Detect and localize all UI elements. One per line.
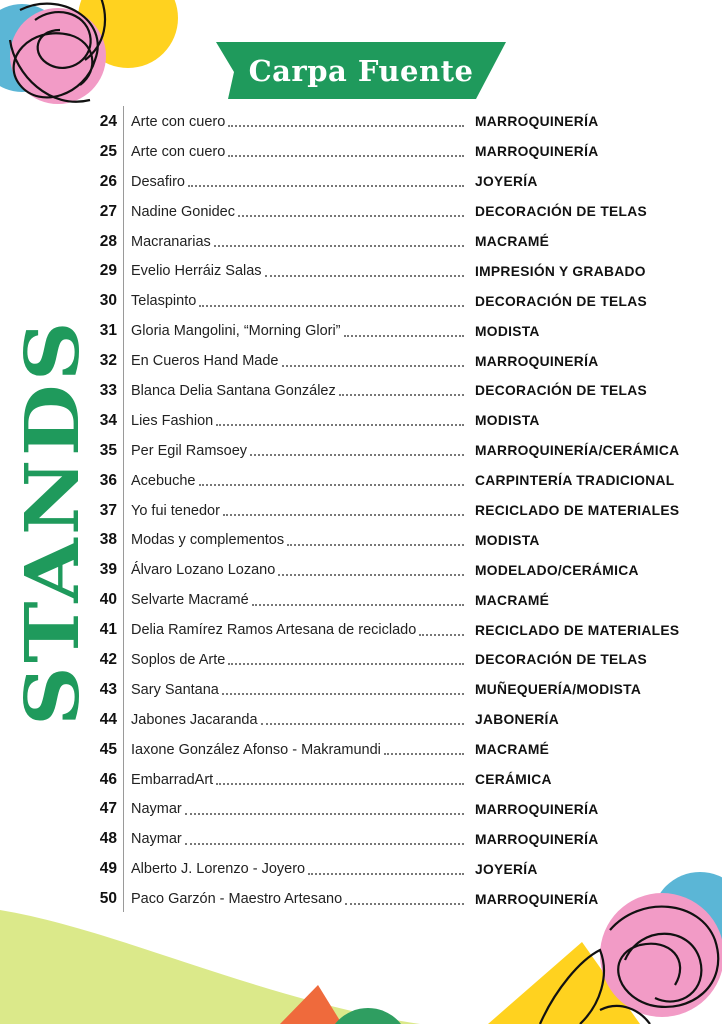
stand-number: 46 [99,770,117,788]
stand-name: Arte con cuero [131,144,228,160]
stand-name: Gloria Mangolini, “Morning Glori” [131,323,344,339]
stand-category: IMPRESIÓN Y GRABADO [475,263,646,279]
stand-number: 27 [99,202,117,220]
stand-name-wrap [131,532,464,548]
stand-category: MACRAMÉ [475,742,550,758]
stand-number: 26 [99,172,117,190]
stand-row [60,107,722,137]
stand-name: Arte con cuero [131,114,228,130]
stand-number: 25 [99,142,117,160]
stand-row [60,645,722,675]
stand-number: 49 [99,860,117,878]
stand-category: RECICLADO DE MATERIALES [475,503,680,519]
stand-category: MODISTA [475,532,540,548]
dot-leader [228,124,464,127]
stand-row [60,765,722,795]
stand-row [60,675,722,705]
header-banner [216,42,506,99]
stand-name-wrap [131,801,464,817]
stand-number: 30 [99,292,117,310]
stand-category: MARROQUINERÍA [475,144,599,160]
stand-category: MARROQUINERÍA [475,801,599,817]
stand-name: Alberto J. Lorenzo - Joyero [131,861,308,877]
dot-leader [199,304,464,307]
dot-leader [238,214,464,217]
stand-name-wrap [131,443,464,459]
page-title: Carpa Fuente [248,53,474,88]
stand-row [60,555,722,585]
stand-name-wrap [131,204,464,220]
stand-category: DECORACIÓN DE TELAS [475,204,648,220]
stand-name: Nadine Gonidec [131,204,238,220]
stand-name: Evelio Herráiz Salas [131,263,265,279]
dot-leader [419,633,464,636]
stand-row [60,406,722,436]
stand-row [60,585,722,615]
stand-number: 33 [99,381,117,399]
stand-name-wrap [131,831,464,847]
stand-number: 47 [99,800,117,818]
stand-name: EmbarradArt [131,772,216,788]
stand-category: JABONERÍA [475,712,559,728]
stand-name: Sary Santana [131,682,222,698]
stand-number: 42 [99,650,117,668]
stand-row [60,735,722,765]
stand-row [60,884,722,914]
stand-name-wrap [131,353,464,369]
stand-row [60,525,722,555]
stand-name: Álvaro Lozano Lozano [131,562,278,578]
stand-number: 39 [99,561,117,579]
dot-leader [308,872,464,875]
stand-name: Lies Fashion [131,413,216,429]
stand-name: Paco Garzón - Maestro Artesano [131,891,345,907]
stand-name: Soplos de Arte [131,652,228,668]
dot-leader [223,513,464,516]
dot-leader [278,573,464,576]
stand-name: Naymar [131,831,185,847]
stand-name: Selvarte Macramé [131,592,252,608]
dot-leader [339,393,464,396]
stand-number: 24 [99,112,117,130]
stand-name-wrap [131,234,464,250]
stand-name-wrap [131,383,464,399]
stand-number: 40 [99,591,117,609]
dot-leader [252,603,464,606]
stand-number: 32 [99,352,117,370]
stand-category: DECORACIÓN DE TELAS [475,383,648,399]
stand-row [60,436,722,466]
stand-number: 48 [99,830,117,848]
dot-leader [265,274,464,277]
stand-number: 44 [99,710,117,728]
dot-leader [228,662,464,665]
stand-name-wrap [131,652,464,668]
stand-name: Macranarias [131,234,214,250]
stand-category: MARROQUINERÍA [475,114,599,130]
stand-name: Yo fui tenedor [131,503,223,519]
stand-category: MARROQUINERÍA [475,353,599,369]
stand-row [60,466,722,496]
stand-category: DECORACIÓN DE TELAS [475,293,648,309]
stand-number: 41 [99,621,117,639]
stand-name: Telaspinto [131,293,199,309]
stand-category: JOYERÍA [475,174,538,190]
stand-name: En Cueros Hand Made [131,353,282,369]
dot-leader [344,334,464,337]
stand-row [60,256,722,286]
stand-number: 34 [99,411,117,429]
stand-row [60,316,722,346]
stand-name-wrap [131,413,464,429]
dot-leader [384,752,464,755]
stand-name-wrap [131,293,464,309]
stand-category: CERÁMICA [475,772,552,788]
stand-number: 31 [99,322,117,340]
stand-name: Desafiro [131,174,188,190]
stand-category: MARROQUINERÍA [475,831,599,847]
dot-leader [216,782,464,785]
stand-number: 37 [99,501,117,519]
stand-category: MODISTA [475,413,540,429]
stand-number: 43 [99,680,117,698]
stand-category: DECORACIÓN DE TELAS [475,652,648,668]
stand-row [60,346,722,376]
stand-name: Per Egil Ramsoey [131,443,250,459]
stand-row [60,376,722,406]
stand-row [60,794,722,824]
stand-name: Naymar [131,801,185,817]
stand-name-wrap [131,473,464,489]
stand-name-wrap [131,562,464,578]
dot-leader [185,842,464,845]
stand-category: MUÑEQUERÍA/MODISTA [475,682,642,698]
stand-name-wrap [131,742,464,758]
stand-category: MACRAMÉ [475,234,550,249]
stand-name-wrap [131,144,464,160]
stand-name-wrap [131,174,464,190]
dot-leader [185,812,464,815]
stand-name: Jabones Jacaranda [131,712,261,728]
stand-category: MACRAMÉ [475,592,550,608]
stand-name-wrap [131,323,464,339]
stand-name-wrap [131,622,464,638]
stand-name-wrap [131,682,464,698]
stand-row [60,167,722,197]
stand-name-wrap [131,263,464,279]
stand-number: 29 [99,262,117,280]
dot-leader [345,902,464,905]
stand-category: MODISTA [475,323,540,339]
dot-leader [250,453,464,456]
stand-number: 36 [99,471,117,489]
stand-list [60,107,722,914]
decor-yellow-triangle [488,942,640,1024]
stand-row [60,615,722,645]
dot-leader [222,692,464,695]
dot-leader [282,364,465,367]
stand-name-wrap [131,592,464,608]
stand-name-wrap [131,114,464,130]
stand-category: JOYERÍA [475,861,538,877]
stand-name-wrap [131,772,464,788]
decor-green-circle-bottom [326,1008,410,1024]
stand-name: Acebuche [131,473,199,489]
dot-leader [287,543,464,546]
stand-number: 28 [99,232,117,250]
stand-category: MARROQUINERÍA [475,891,599,907]
stand-category: RECICLADO DE MATERIALES [475,622,680,638]
dot-leader [228,154,464,157]
stand-name-wrap [131,503,464,519]
stands-vertical-text: STANDS [10,360,96,726]
stand-name-wrap [131,712,464,728]
stand-category: MODELADO/CERÁMICA [475,562,639,578]
stand-name: Modas y complementos [131,532,287,548]
dot-leader [188,184,464,187]
dot-leader [199,483,465,486]
stand-row [60,496,722,526]
stand-number: 35 [99,441,117,459]
dot-leader [261,722,464,725]
decor-orange-triangle [280,985,342,1024]
stand-category: MARROQUINERÍA/CERÁMICA [475,443,680,459]
stand-name: Delia Ramírez Ramos Artesana de reciclado [131,622,419,638]
stand-category: CARPINTERÍA TRADICIONAL [475,473,675,489]
stand-name: Iaxone González Afonso - Makramundi [131,742,384,758]
stand-name-wrap [131,861,464,877]
stand-row [60,197,722,227]
dot-leader [216,423,464,426]
stand-number: 38 [99,531,117,549]
stand-row [60,227,722,257]
stand-row [60,286,722,316]
decor-doodle-bottom [540,907,718,1024]
stand-row [60,705,722,735]
stand-number: 45 [99,740,117,758]
stand-row [60,137,722,167]
stand-name: Blanca Delia Santana González [131,383,339,399]
stand-row [60,824,722,854]
dot-leader [214,244,464,247]
stand-number: 50 [99,890,117,908]
stand-name-wrap [131,891,464,907]
stand-row [60,854,722,884]
